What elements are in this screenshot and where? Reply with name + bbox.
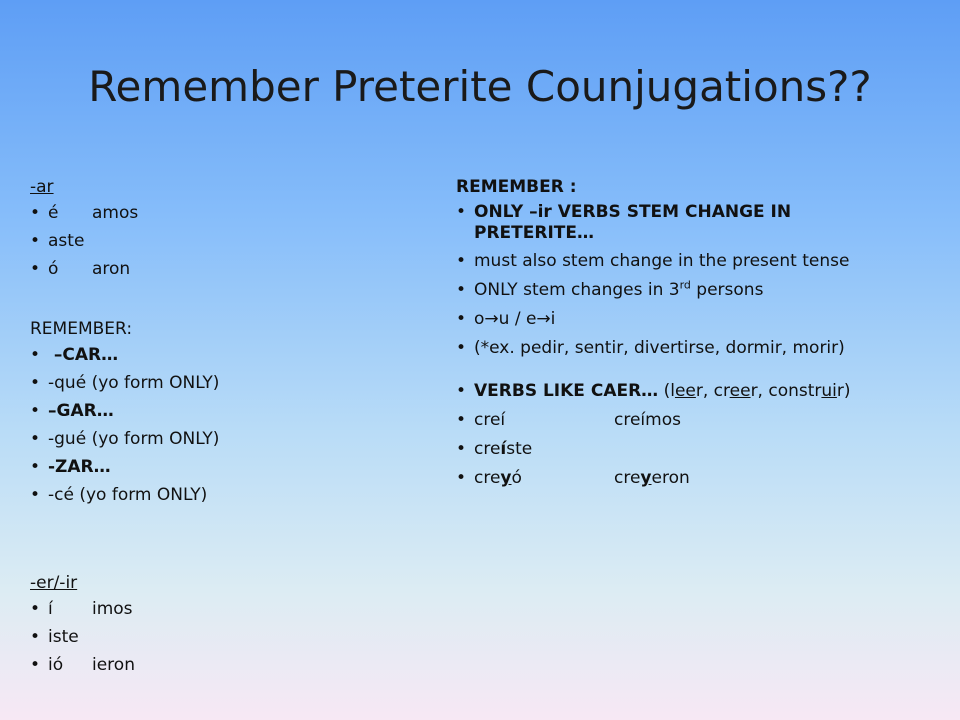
list-item-text: o→u / e→i: [474, 309, 556, 329]
list-item: [30, 344, 430, 366]
list-item: [456, 309, 906, 331]
remember-heading-right: REMEMBER :: [456, 177, 577, 197]
remember-right-list: [456, 202, 906, 360]
remember-heading: REMEMBER:: [30, 319, 133, 339]
ending-plural: aron: [92, 259, 131, 279]
ending-singular: é: [48, 203, 59, 223]
list-item: [30, 400, 430, 422]
ar-heading: -ar: [30, 177, 54, 197]
list-item: [30, 372, 430, 394]
ending-singular: í: [48, 599, 53, 619]
ending-singular: aste: [48, 231, 85, 251]
list-item-text: VERBS LIKE CAER…: [474, 381, 659, 401]
list-item: [30, 258, 430, 280]
list-item-text: -cé (yo form ONLY): [48, 485, 208, 505]
list-item: [456, 202, 906, 244]
remember-list: [30, 344, 430, 506]
list-item-text: cre: [614, 468, 641, 488]
list-item-text: r, cr: [695, 381, 730, 401]
list-item-text: -ZAR…: [48, 457, 111, 477]
ending-plural: imos: [92, 599, 133, 619]
conjugation-plural: creímos: [614, 410, 681, 430]
list-item-text: ste: [506, 439, 533, 459]
accented-letter: í: [500, 439, 507, 459]
underlined-letters: ee: [729, 381, 751, 401]
list-item-text: must also stem change in the present tense: [474, 251, 850, 271]
list-item-text: persons: [690, 280, 764, 300]
list-item: [456, 381, 906, 403]
slide-title: Remember Preterite Counjugations??: [88, 62, 872, 111]
list-item: [30, 428, 430, 450]
conjugation-plural: [614, 468, 690, 488]
verbs-like-caer-list: [456, 381, 906, 490]
ar-endings-list: [30, 202, 430, 280]
list-item-text: -gué (yo form ONLY): [48, 429, 220, 449]
list-item: [456, 280, 906, 302]
ending-singular: iste: [48, 627, 79, 647]
list-item-text: r, constr: [750, 381, 822, 401]
er-ir-endings-list: [30, 598, 430, 676]
ending-singular: ó: [48, 259, 59, 279]
list-item: [30, 230, 430, 252]
ordinal-superscript: rd: [679, 278, 691, 292]
list-item-text: r): [836, 381, 851, 401]
list-item-text: ó: [511, 468, 522, 488]
list-item: [30, 626, 430, 648]
list-item-text: eron: [651, 468, 690, 488]
list-item: [30, 456, 430, 478]
conjugation-singular: creí: [474, 410, 506, 430]
list-item-text: –CAR…: [48, 345, 119, 365]
left-column: [30, 172, 430, 682]
highlighted-letter: y: [640, 468, 652, 488]
list-item-text: cre: [474, 468, 501, 488]
list-item: [30, 598, 430, 620]
ending-plural: amos: [92, 203, 139, 223]
list-item: [30, 484, 430, 506]
list-item: [30, 202, 430, 224]
list-item-text: ONLY stem changes in 3: [474, 280, 680, 300]
list-item-text: (l: [658, 381, 675, 401]
list-item: [456, 468, 906, 490]
conjugation-singular: [474, 468, 614, 489]
right-column: [456, 172, 906, 497]
list-item-text: ONLY –ir VERBS STEM CHANGE IN PRETERITE…: [474, 202, 792, 243]
list-item-text: -qué (yo form ONLY): [48, 373, 220, 393]
list-item-text: cre: [474, 439, 501, 459]
underlined-letters: ee: [674, 381, 696, 401]
ending-plural: ieron: [92, 655, 135, 675]
underlined-letters: ui: [821, 381, 837, 401]
list-item: [30, 654, 430, 676]
list-item: [456, 251, 906, 273]
list-item-text: –GAR…: [48, 401, 114, 421]
ending-singular: ió: [48, 655, 64, 675]
list-item: [456, 338, 906, 360]
list-item: [456, 439, 906, 461]
er-ir-heading: -er/-ir: [30, 573, 78, 593]
highlighted-letter: y: [500, 468, 512, 488]
list-item: [456, 410, 906, 432]
list-item-text: (*ex. pedir, sentir, divertirse, dormir, morir): [474, 338, 845, 358]
